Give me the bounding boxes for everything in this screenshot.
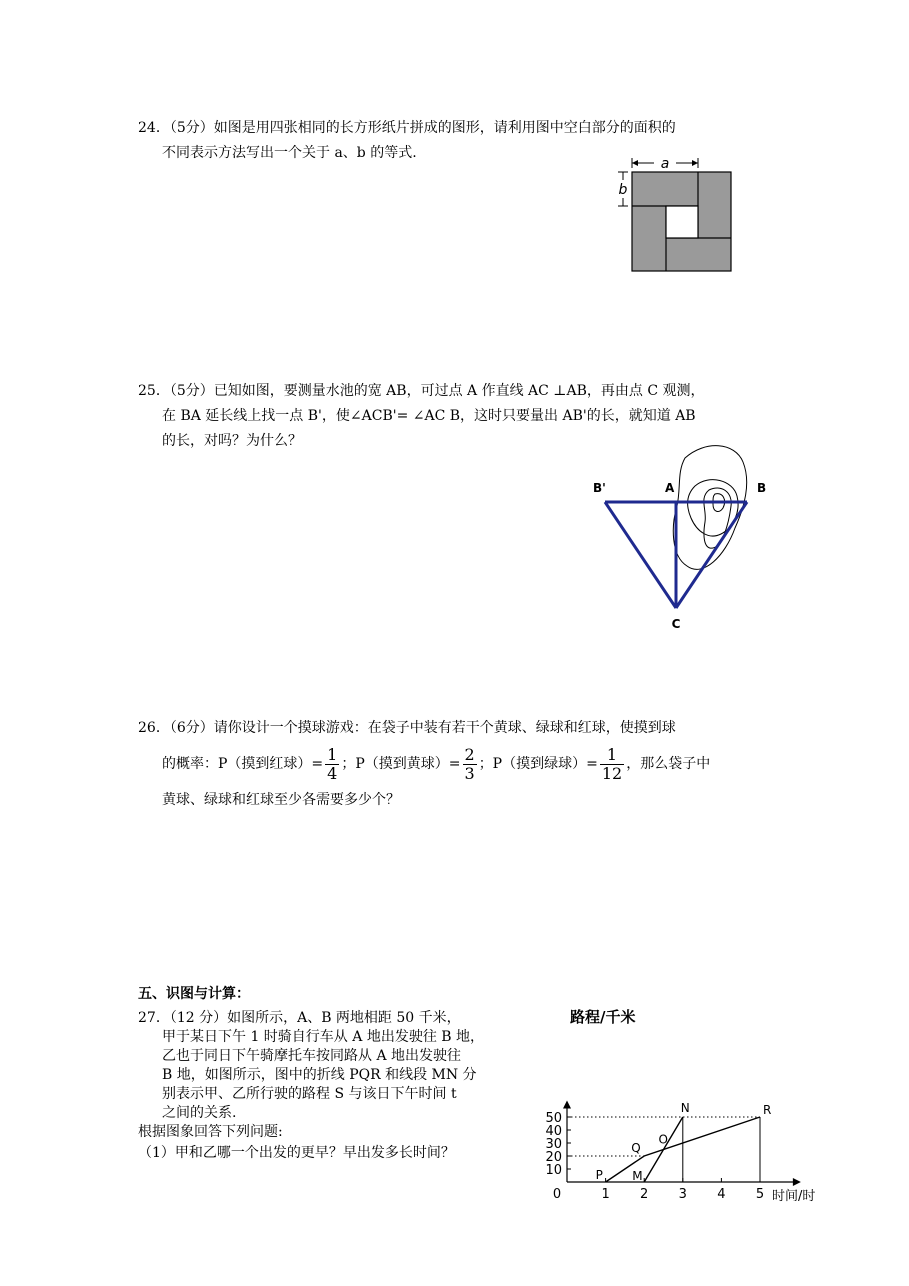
- y-tick-label: 50: [545, 1111, 562, 1126]
- q25-label-b-prime: B': [593, 481, 606, 495]
- y-tick-label: 20: [545, 1150, 562, 1165]
- x-tick-label: 0: [552, 1187, 562, 1202]
- y-tick-label: 10: [545, 1163, 562, 1178]
- y-tick-label: 30: [545, 1137, 562, 1152]
- q27-sub-1: （1）甲和乙哪一个出发的更早？早出发多长时间？: [138, 1145, 455, 1161]
- q27-line-1: 27．（12 分）如图所示，A、B 两地相距 50 千米，: [138, 1010, 461, 1026]
- q26-red-fraction: $\frac{1}{4}$: [327, 744, 338, 783]
- section-5-heading: 五、识图与计算：: [138, 986, 250, 1002]
- q27-line-6: 之间的关系.: [162, 1105, 237, 1121]
- q24-line-2: 不同表示方法写出一个关于 a、b 的等式.: [162, 145, 417, 161]
- q26-sep-2: ；P（摸到绿球）=: [478, 756, 598, 772]
- q25-label-c: C: [671, 617, 681, 631]
- q26-prob-intro: 的概率：P（摸到红球）=: [162, 756, 324, 772]
- series-mn-line: [644, 1117, 683, 1182]
- point-label-p: P: [595, 1168, 603, 1182]
- x-tick-label: 5: [755, 1187, 765, 1202]
- q26-line-1: 26．（6分）请你设计一个摸球游戏：在袋子中装有若干个黄球、绿球和红球，使摸到球: [138, 720, 676, 736]
- q26-line-2: [162, 744, 710, 784]
- q25-figure: [585, 436, 785, 636]
- q25-line-3: 的长，对吗？为什么？: [162, 433, 302, 449]
- q24-line-1: 24．（5分）如图是用四张相同的长方形纸片拼成的图形，请利用图中空白部分的面积的: [138, 120, 676, 136]
- x-axis-label: 时间/时: [772, 1189, 816, 1204]
- y-axis-arrow: [563, 1101, 571, 1109]
- q26-tail: ，那么袋子中: [626, 756, 711, 772]
- x-tick-label: 3: [678, 1187, 687, 1202]
- point-label-q: Q: [631, 1141, 641, 1155]
- point-label-n: N: [680, 1101, 690, 1115]
- point-label-m: M: [632, 1169, 643, 1183]
- q27-prompt: 根据图象回答下列问题:: [138, 1124, 283, 1140]
- q27-line-5: 别表示甲、乙所行驶的路程 S 与该日下午时间 t: [162, 1086, 457, 1102]
- q26-sep-1: ；P（摸到黄球）=: [341, 756, 461, 772]
- q25-line-2: 在 BA 延长线上找一点 B'，使∠ACB'= ∠AC B，这时只要量出 AB'的长，就知道 AB: [162, 408, 696, 424]
- x-tick-label: 4: [717, 1187, 726, 1202]
- q25-label-b: B: [757, 481, 767, 495]
- q27-line-4: B 地，如图所示，图中的折线 PQR 和线段 MN 分: [162, 1067, 477, 1083]
- point-label-r: R: [763, 1103, 772, 1117]
- q24-label-b: b: [618, 182, 628, 198]
- point-label-o: O: [658, 1132, 668, 1147]
- x-tick-label: 1: [601, 1187, 610, 1202]
- distance-time-chart: [530, 1000, 850, 1210]
- y-axis-label: 路程/千米: [570, 1008, 636, 1026]
- q25-label-a: A: [665, 481, 675, 495]
- q24-figure: [612, 152, 742, 276]
- q27-line-3: 乙也于同日下午骑摩托车按同路从 A 地出发驶往: [162, 1048, 462, 1064]
- q26-line-3: 黄球、绿球和红球至少各需要多少个？: [162, 792, 400, 808]
- q24-label-a: a: [660, 156, 670, 172]
- x-tick-label: 2: [640, 1187, 649, 1202]
- q26-green-fraction: $\frac{1}{12}$: [601, 744, 623, 783]
- y-tick-label: 40: [545, 1124, 562, 1139]
- q26-yellow-fraction: $\frac{2}{3}$: [464, 744, 475, 783]
- q25-line-1: 25．（5分）已知如图，要测量水池的宽 AB，可过点 A 作直线 AC ⊥AB，再由点 C 观测，: [138, 383, 705, 399]
- x-axis-arrow: [793, 1178, 801, 1186]
- q27-line-2: 甲于某日下午 1 时骑自行车从 A 地出发驶往 B 地，: [162, 1029, 485, 1045]
